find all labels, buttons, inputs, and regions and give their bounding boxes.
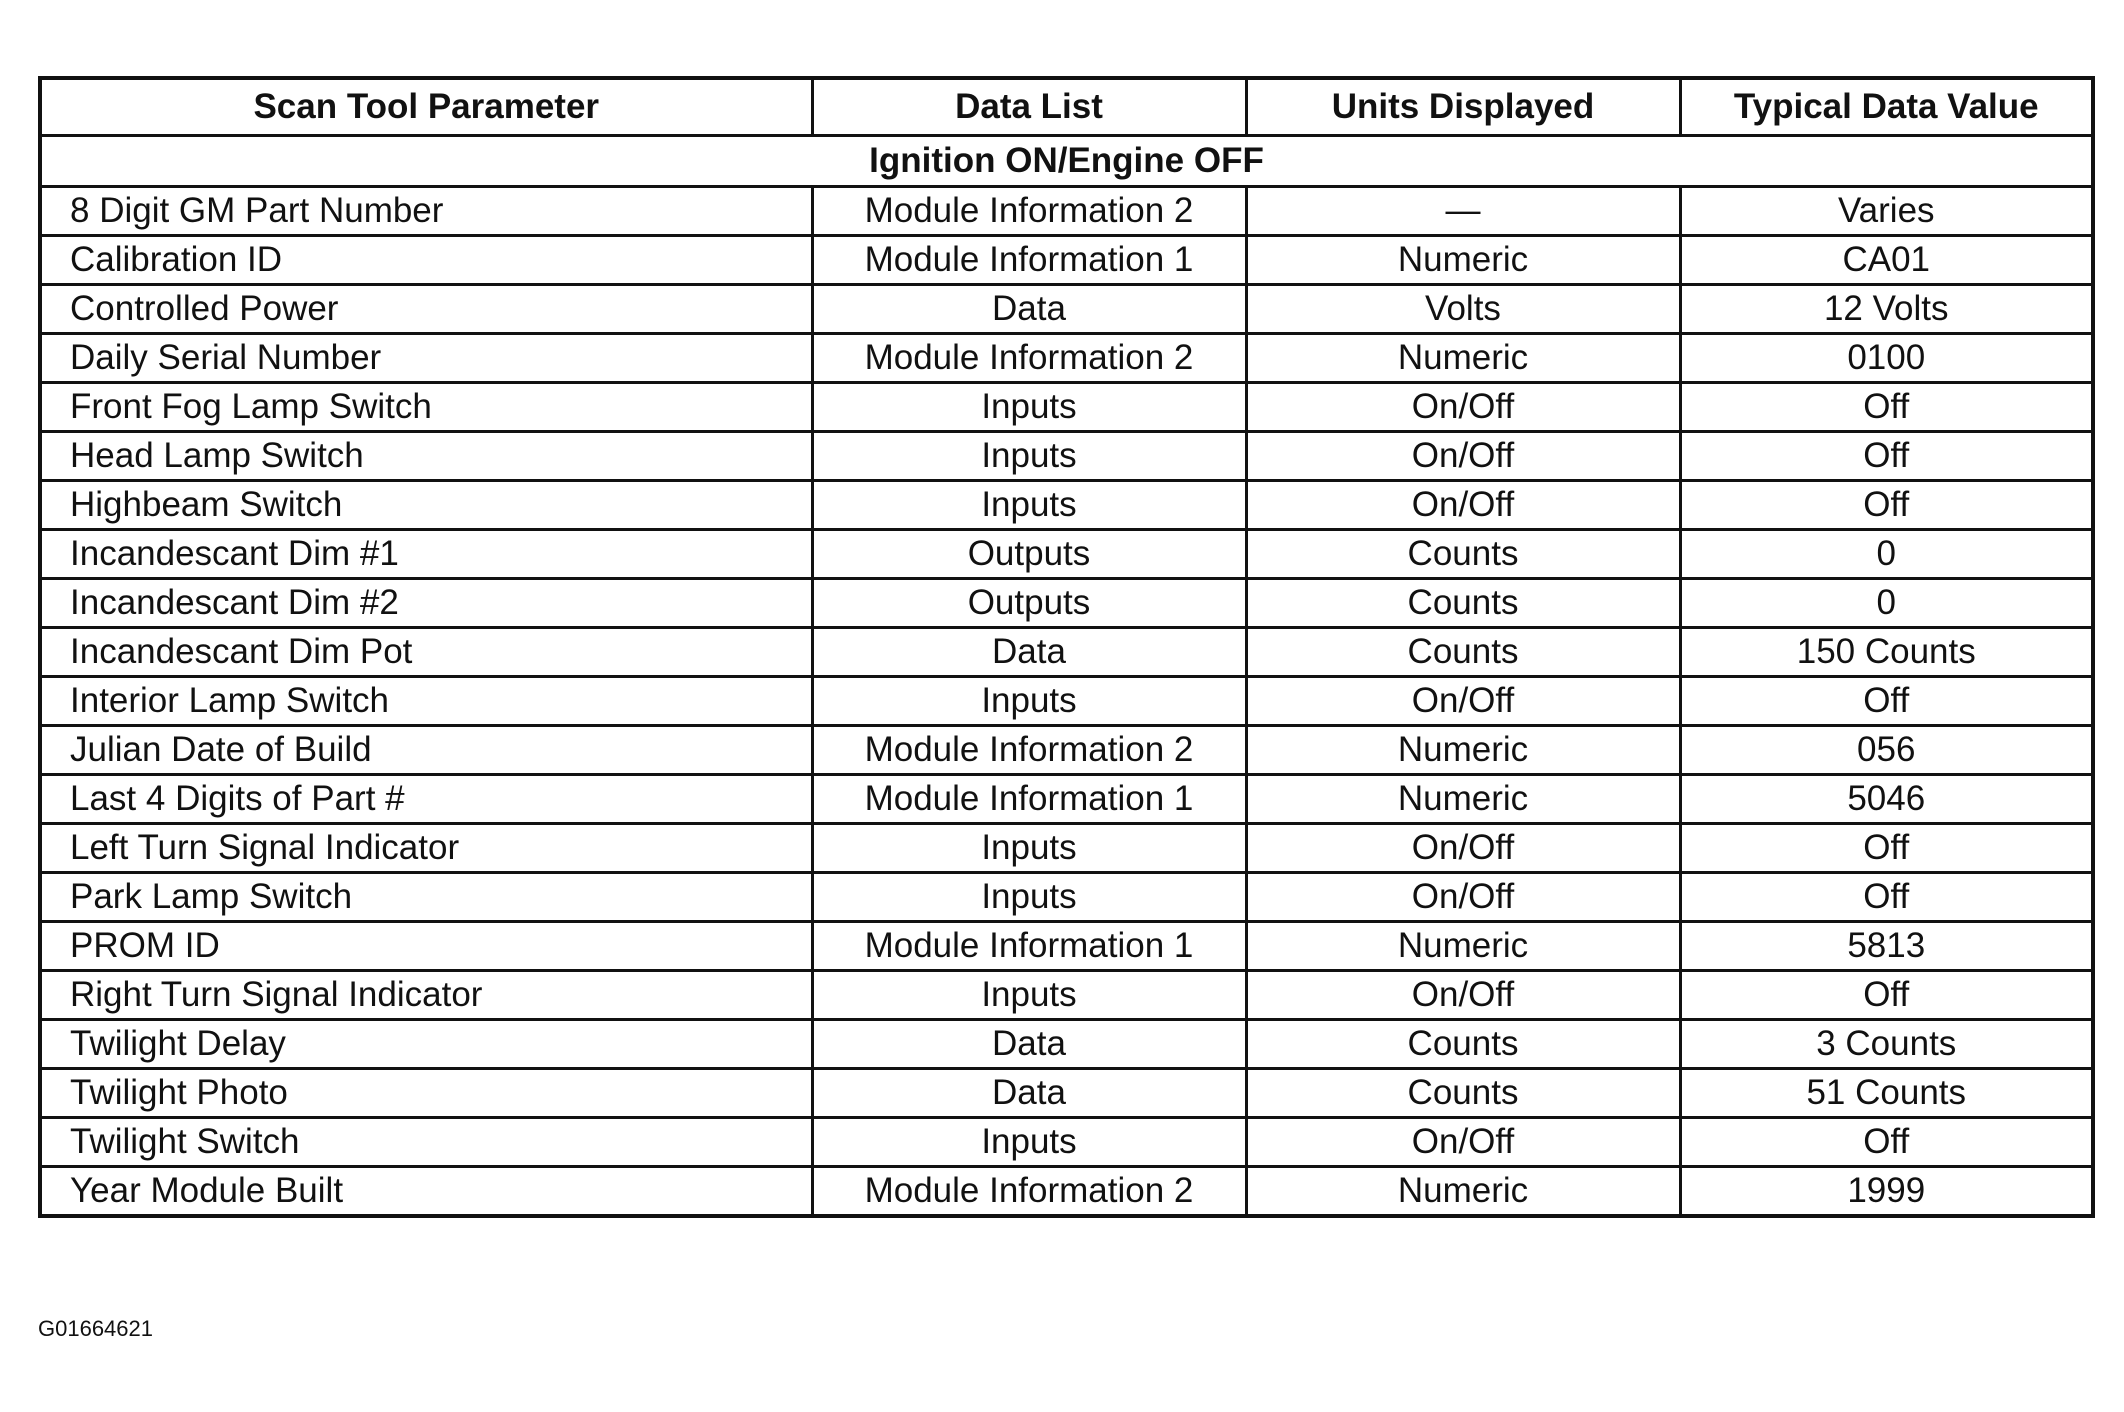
typical-value-cell: Off <box>1680 824 2093 873</box>
typical-value-cell: 0 <box>1680 530 2093 579</box>
table-row <box>40 1020 2093 1069</box>
parameter-cell: Right Turn Signal Indicator <box>40 971 812 1020</box>
parameter-cell: Left Turn Signal Indicator <box>40 824 812 873</box>
data-list-cell: Inputs <box>812 481 1246 530</box>
parameter-cell: Highbeam Switch <box>40 481 812 530</box>
table-row <box>40 1118 2093 1167</box>
parameter-cell: Twilight Photo <box>40 1069 812 1118</box>
units-cell: On/Off <box>1246 383 1680 432</box>
typical-value-cell: 056 <box>1680 726 2093 775</box>
data-list-cell: Module Information 2 <box>812 726 1246 775</box>
typical-value-cell: Off <box>1680 873 2093 922</box>
parameter-cell: Front Fog Lamp Switch <box>40 383 812 432</box>
parameter-cell: 8 Digit GM Part Number <box>40 187 812 236</box>
units-cell: Volts <box>1246 285 1680 334</box>
parameter-cell: Incandescant Dim #1 <box>40 530 812 579</box>
units-cell: Numeric <box>1246 236 1680 285</box>
data-list-cell: Module Information 2 <box>812 187 1246 236</box>
table-row <box>40 824 2093 873</box>
typical-value-cell: Off <box>1680 481 2093 530</box>
table-row <box>40 677 2093 726</box>
typical-value-cell: 3 Counts <box>1680 1020 2093 1069</box>
units-cell: On/Off <box>1246 432 1680 481</box>
units-cell: Numeric <box>1246 1167 1680 1217</box>
table-row <box>40 530 2093 579</box>
table-row <box>40 775 2093 824</box>
parameter-cell: Twilight Delay <box>40 1020 812 1069</box>
parameter-cell: Controlled Power <box>40 285 812 334</box>
typical-value-cell: Off <box>1680 971 2093 1020</box>
parameter-cell: Incandescant Dim Pot <box>40 628 812 677</box>
typical-value-cell: Off <box>1680 677 2093 726</box>
header-typical-data-value: Typical Data Value <box>1680 78 2093 136</box>
table-row <box>40 187 2093 236</box>
table-row <box>40 873 2093 922</box>
table-row <box>40 628 2093 677</box>
data-list-cell: Data <box>812 628 1246 677</box>
typical-value-cell: 150 Counts <box>1680 628 2093 677</box>
units-cell: Counts <box>1246 579 1680 628</box>
units-cell: Numeric <box>1246 726 1680 775</box>
units-cell: On/Off <box>1246 971 1680 1020</box>
section-label: Ignition ON/Engine OFF <box>40 136 2093 187</box>
data-list-cell: Inputs <box>812 432 1246 481</box>
units-cell: Numeric <box>1246 922 1680 971</box>
table-row <box>40 383 2093 432</box>
table-row <box>40 726 2093 775</box>
parameter-cell: Daily Serial Number <box>40 334 812 383</box>
units-cell: Counts <box>1246 530 1680 579</box>
data-list-cell: Module Information 1 <box>812 236 1246 285</box>
table-body <box>40 136 2093 1217</box>
data-list-cell: Outputs <box>812 579 1246 628</box>
table-row <box>40 236 2093 285</box>
table-row <box>40 922 2093 971</box>
typical-value-cell: 0 <box>1680 579 2093 628</box>
header-units-displayed: Units Displayed <box>1246 78 1680 136</box>
units-cell: On/Off <box>1246 481 1680 530</box>
typical-value-cell: Off <box>1680 432 2093 481</box>
parameter-cell: Incandescant Dim #2 <box>40 579 812 628</box>
table-row <box>40 481 2093 530</box>
units-cell: On/Off <box>1246 873 1680 922</box>
units-cell: Numeric <box>1246 334 1680 383</box>
data-list-cell: Module Information 1 <box>812 775 1246 824</box>
parameter-cell: Year Module Built <box>40 1167 812 1217</box>
table-row <box>40 1167 2093 1217</box>
header-data-list: Data List <box>812 78 1246 136</box>
header-scan-tool-parameter: Scan Tool Parameter <box>40 78 812 136</box>
parameter-cell: Last 4 Digits of Part # <box>40 775 812 824</box>
data-list-cell: Data <box>812 1020 1246 1069</box>
parameter-cell: Head Lamp Switch <box>40 432 812 481</box>
figure-id: G01664621 <box>38 1316 153 1341</box>
parameter-cell: Park Lamp Switch <box>40 873 812 922</box>
data-list-cell: Module Information 1 <box>812 922 1246 971</box>
typical-value-cell: 1999 <box>1680 1167 2093 1217</box>
parameter-cell: Twilight Switch <box>40 1118 812 1167</box>
typical-value-cell: 12 Volts <box>1680 285 2093 334</box>
table-row <box>40 579 2093 628</box>
parameter-cell: Calibration ID <box>40 236 812 285</box>
data-list-cell: Inputs <box>812 677 1246 726</box>
units-cell: — <box>1246 187 1680 236</box>
table-row <box>40 971 2093 1020</box>
typical-value-cell: 0100 <box>1680 334 2093 383</box>
typical-value-cell: 5813 <box>1680 922 2093 971</box>
units-cell: On/Off <box>1246 824 1680 873</box>
header-row <box>40 78 2093 136</box>
typical-value-cell: Off <box>1680 383 2093 432</box>
table-row <box>40 432 2093 481</box>
data-list-cell: Inputs <box>812 1118 1246 1167</box>
typical-value-cell: Varies <box>1680 187 2093 236</box>
typical-value-cell: CA01 <box>1680 236 2093 285</box>
data-list-cell: Inputs <box>812 824 1246 873</box>
table-row <box>40 1069 2093 1118</box>
parameter-cell: Julian Date of Build <box>40 726 812 775</box>
data-list-cell: Module Information 2 <box>812 334 1246 383</box>
data-list-cell: Data <box>812 285 1246 334</box>
typical-value-cell: 51 Counts <box>1680 1069 2093 1118</box>
parameter-cell: Interior Lamp Switch <box>40 677 812 726</box>
data-list-cell: Module Information 2 <box>812 1167 1246 1217</box>
section-row <box>40 136 2093 187</box>
typical-value-cell: 5046 <box>1680 775 2093 824</box>
data-list-cell: Data <box>812 1069 1246 1118</box>
table-row <box>40 285 2093 334</box>
parameter-cell: PROM ID <box>40 922 812 971</box>
units-cell: Numeric <box>1246 775 1680 824</box>
data-list-cell: Inputs <box>812 971 1246 1020</box>
table-row <box>40 334 2093 383</box>
units-cell: Counts <box>1246 1020 1680 1069</box>
units-cell: On/Off <box>1246 1118 1680 1167</box>
data-list-cell: Inputs <box>812 873 1246 922</box>
units-cell: On/Off <box>1246 677 1680 726</box>
units-cell: Counts <box>1246 1069 1680 1118</box>
typical-value-cell: Off <box>1680 1118 2093 1167</box>
data-list-cell: Outputs <box>812 530 1246 579</box>
units-cell: Counts <box>1246 628 1680 677</box>
data-list-cell: Inputs <box>812 383 1246 432</box>
scan-tool-data-table <box>38 76 2095 1218</box>
